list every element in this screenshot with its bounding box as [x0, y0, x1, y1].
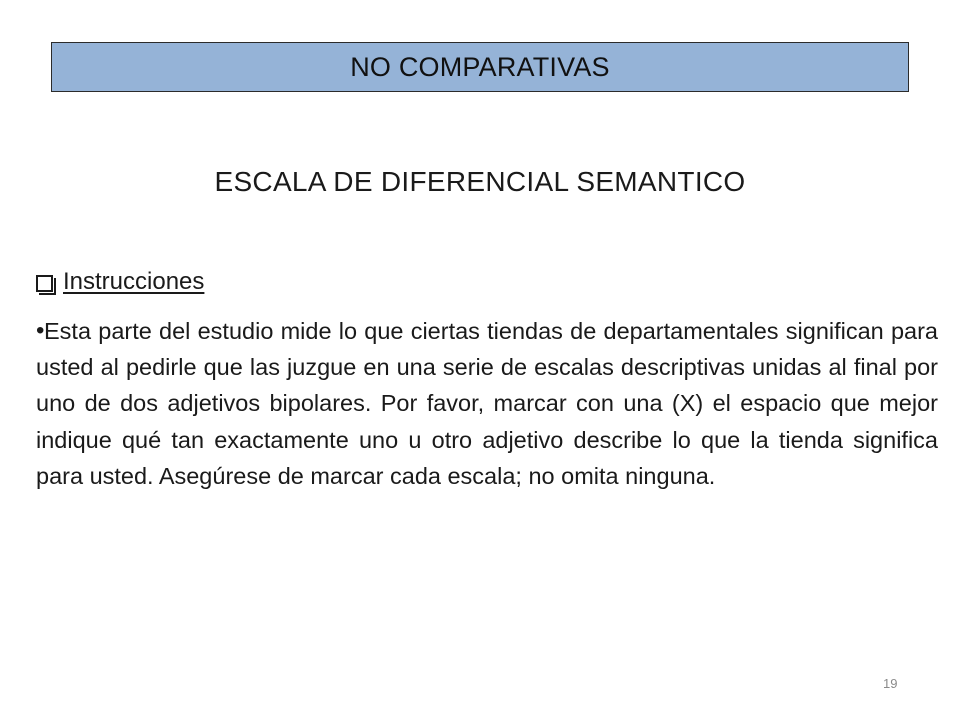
header-bar: [51, 42, 909, 92]
bullet-text: Esta parte del estudio mide lo que ciertas tiendas de departamentales significan para usted al pedirle que las juzgue en una serie de escalas descriptivas unidas al final por uno de dos adjetivos bipolares. Por favor, marcar con una (X) el espacio que mejor indique qué tan exactamente uno u otro adjetivo describe lo que la tienda significa para usted. Asegúrese de marcar cada escala; no omita ninguna.: [36, 318, 938, 489]
bullet-paragraph: [36, 313, 938, 494]
checkbox-icon: [36, 275, 53, 292]
section-heading: [36, 268, 204, 296]
slide-title: ESCALA DE DIFERENCIAL SEMANTICO: [214, 166, 746, 197]
bullet-icon: •: [36, 317, 45, 344]
page-number: 19: [883, 676, 898, 691]
section-label: Instrucciones: [63, 268, 205, 295]
header-title: NO COMPARATIVAS: [350, 51, 610, 82]
